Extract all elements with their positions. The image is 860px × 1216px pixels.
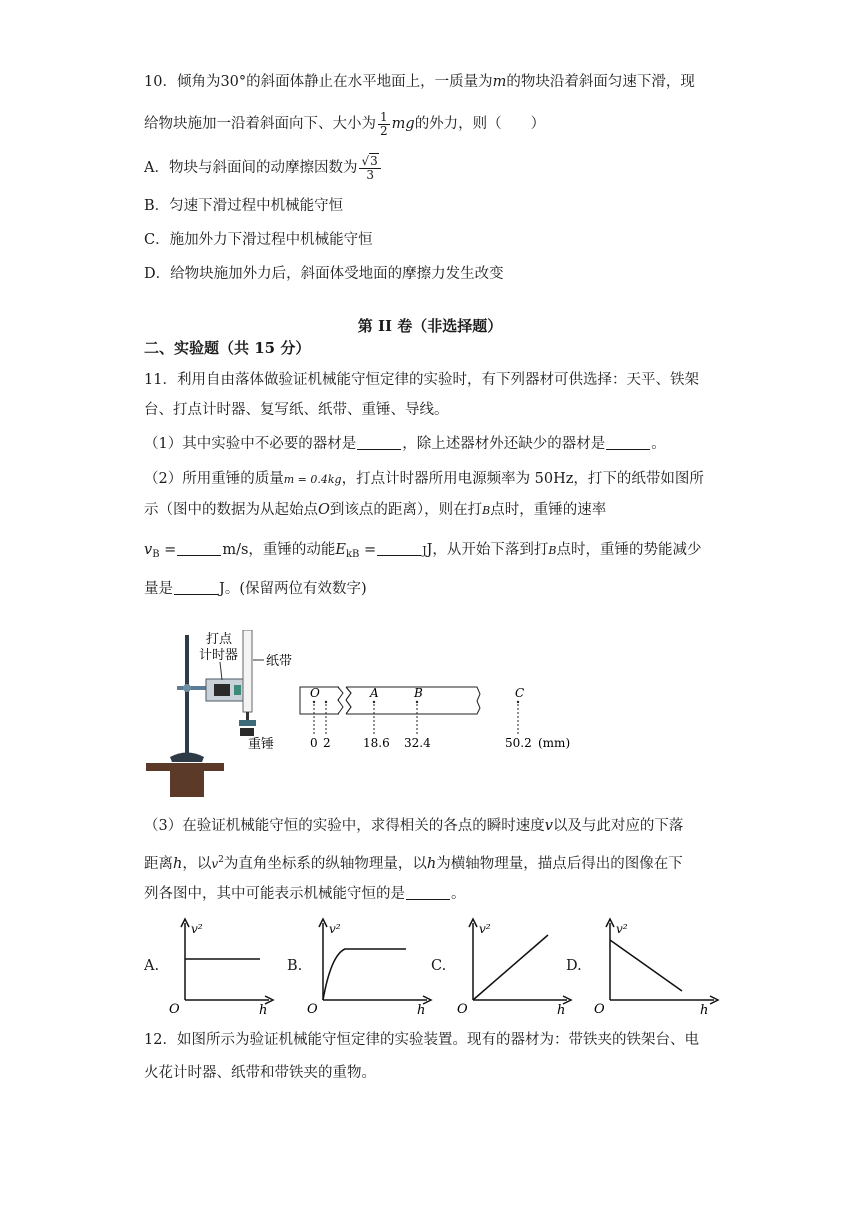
graph-option-a-label[interactable]: A. — [144, 958, 160, 974]
q11-blank-graph[interactable] — [406, 885, 450, 900]
q11-part2-line4: 量是 J。(保留两位有效数字) — [144, 581, 367, 597]
q11-part2-line2: 示（图中的数据为从起始点O到该点的距离），则在打B点时，重锤的速率 — [144, 502, 607, 518]
svg-text:O: O — [307, 1002, 318, 1015]
wood-leg — [170, 771, 204, 797]
q11-mass-value: m = 0.4kg — [283, 473, 342, 486]
svg-text:O: O — [169, 1002, 180, 1015]
q10-sqrt3-over-3: $\frac{√3}{3}$ — [359, 155, 380, 182]
wood-top — [146, 763, 224, 771]
point-C: C — [515, 686, 525, 700]
graph-b[interactable] — [303, 915, 433, 1015]
q11-stem-line2: 台、打点计时器、复写纸、纸带、重锤、导线。 — [144, 402, 449, 418]
q11-part1: （1）其中实验中不必要的器材是 ，除上述器材外还缺少的器材是 。 — [144, 436, 666, 452]
graph-c[interactable] — [453, 915, 573, 1015]
q10-option-d[interactable]: D．给物块施加外力后，斜面体受地面的摩擦力发生改变 — [144, 266, 504, 282]
point-O: O — [310, 686, 320, 700]
graph-d-line — [610, 940, 682, 991]
graph-d[interactable] — [590, 915, 720, 1015]
q11-part2-line3: $v_B = m/s$，重锤的动能$E_{kB}$ = JJ，从开始下落到打B点时，重锤的势能减少 — [144, 542, 702, 560]
svg-text:h: h — [417, 1003, 426, 1015]
point-B: B — [414, 686, 423, 700]
svg-text:v²: v² — [479, 922, 491, 936]
q11-blank-unnecessary[interactable] — [357, 435, 401, 450]
tick-32-4: 32.4 — [404, 736, 431, 750]
tick-50-2: 50.2 — [505, 736, 532, 750]
tape-label: 纸带 — [266, 654, 293, 669]
graph-a[interactable] — [165, 915, 275, 1015]
graph-option-c-label[interactable]: C. — [431, 958, 447, 974]
graph-b-curve — [323, 949, 406, 1000]
q12-line2: 火花计时器、纸带和带铁夹的重物。 — [144, 1065, 376, 1081]
timer-label-1: 打点 — [206, 632, 233, 647]
graph-option-d-label[interactable]: D. — [566, 958, 582, 974]
svg-text:v²: v² — [191, 922, 203, 936]
q10-line2-a: 给物块施加一沿着斜面向下、大小为 — [144, 116, 376, 132]
q11-part3-line1: （3）在验证机械能守恒的实验中，求得相关的各点的瞬时速度v以及与此对应的下落 — [144, 818, 684, 834]
q11-part2-line1: （2）所用重锤的质量m = 0.4kg，打点计时器所用电源频率为 50Hz，打下的纸带如图所 — [144, 471, 704, 487]
q10-mass-symbol: m — [492, 74, 507, 90]
svg-text:O: O — [594, 1002, 605, 1015]
q12-line1: 12．如图所示为验证机械能守恒定律的实验装置。现有的器材为：带铁夹的铁架台、电 — [144, 1032, 699, 1048]
q10-option-b[interactable]: B．匀速下滑过程中机械能守恒 — [144, 198, 344, 214]
graph-option-b-label[interactable]: B. — [287, 958, 303, 974]
q10-stem-a: 10．倾角为30°的斜面体静止在水平地面上，一质量为 — [144, 74, 493, 90]
q10-stem-line2 — [144, 104, 545, 144]
tape-strip — [243, 630, 252, 712]
q10-option-a[interactable] — [144, 148, 383, 188]
tick-0: 0 — [310, 736, 318, 750]
q11-part3-line2: 距离h，以$v^2$为直角坐标系的纵轴物理量，以h为横轴物理量，描点后得出的图像在下 — [144, 855, 683, 872]
q11-blank-Ep[interactable] — [174, 580, 218, 595]
weight-label: 重锤 — [248, 737, 275, 752]
point-A: A — [370, 686, 379, 700]
weight-clip — [239, 720, 256, 726]
svg-text:v²: v² — [616, 922, 628, 936]
part-title: 第 II 卷（非选择题） — [357, 317, 503, 335]
q11-blank-Ek[interactable] — [377, 541, 421, 556]
apparatus-figure — [140, 630, 600, 800]
stand-base — [170, 753, 204, 763]
q11-part3-line3: 列各图中，其中可能表示机械能守恒的是 。 — [144, 886, 466, 902]
graph-c-line — [473, 935, 548, 1000]
section-heading: 二、实验题（共 15 分） — [144, 339, 311, 357]
svg-text:h: h — [700, 1003, 709, 1015]
svg-text:v²: v² — [329, 922, 341, 936]
tape-horizontal — [300, 687, 480, 714]
q11-blank-missing[interactable] — [606, 435, 650, 450]
q10-line2-b: 的外力，则（ ） — [414, 116, 546, 132]
svg-text:h: h — [557, 1003, 566, 1015]
timer-coil — [214, 684, 230, 696]
q10-half-fraction: $\frac{1}{2}$ — [380, 109, 388, 138]
q11-blank-vB[interactable] — [177, 541, 221, 556]
q10-option-a-text: A．物块与斜面间的动摩擦因数为 — [144, 160, 358, 176]
q11-stem-line1: 11．利用自由落体做验证机械能守恒定律的实验时，有下列器材可供选择：天平、铁架 — [144, 372, 699, 388]
clamp-knob — [183, 684, 191, 692]
timer-plate — [234, 685, 241, 695]
q10-option-c[interactable]: C．施加外力下滑过程中机械能守恒 — [144, 232, 373, 248]
svg-text:h: h — [259, 1003, 268, 1015]
stand-rod — [185, 635, 189, 760]
tick-2: 2 — [323, 736, 331, 750]
svg-text:O: O — [457, 1002, 468, 1015]
tick-unit: (mm) — [538, 736, 571, 750]
timer-label-2: 计时器 — [199, 648, 239, 663]
q10-stem-b: 的物块沿着斜面匀速下滑，现 — [506, 74, 695, 90]
q10-stem-line1 — [144, 72, 695, 92]
q10-mg: mg — [391, 116, 415, 132]
weight-block — [240, 728, 254, 736]
tick-18-6: 18.6 — [363, 736, 390, 750]
